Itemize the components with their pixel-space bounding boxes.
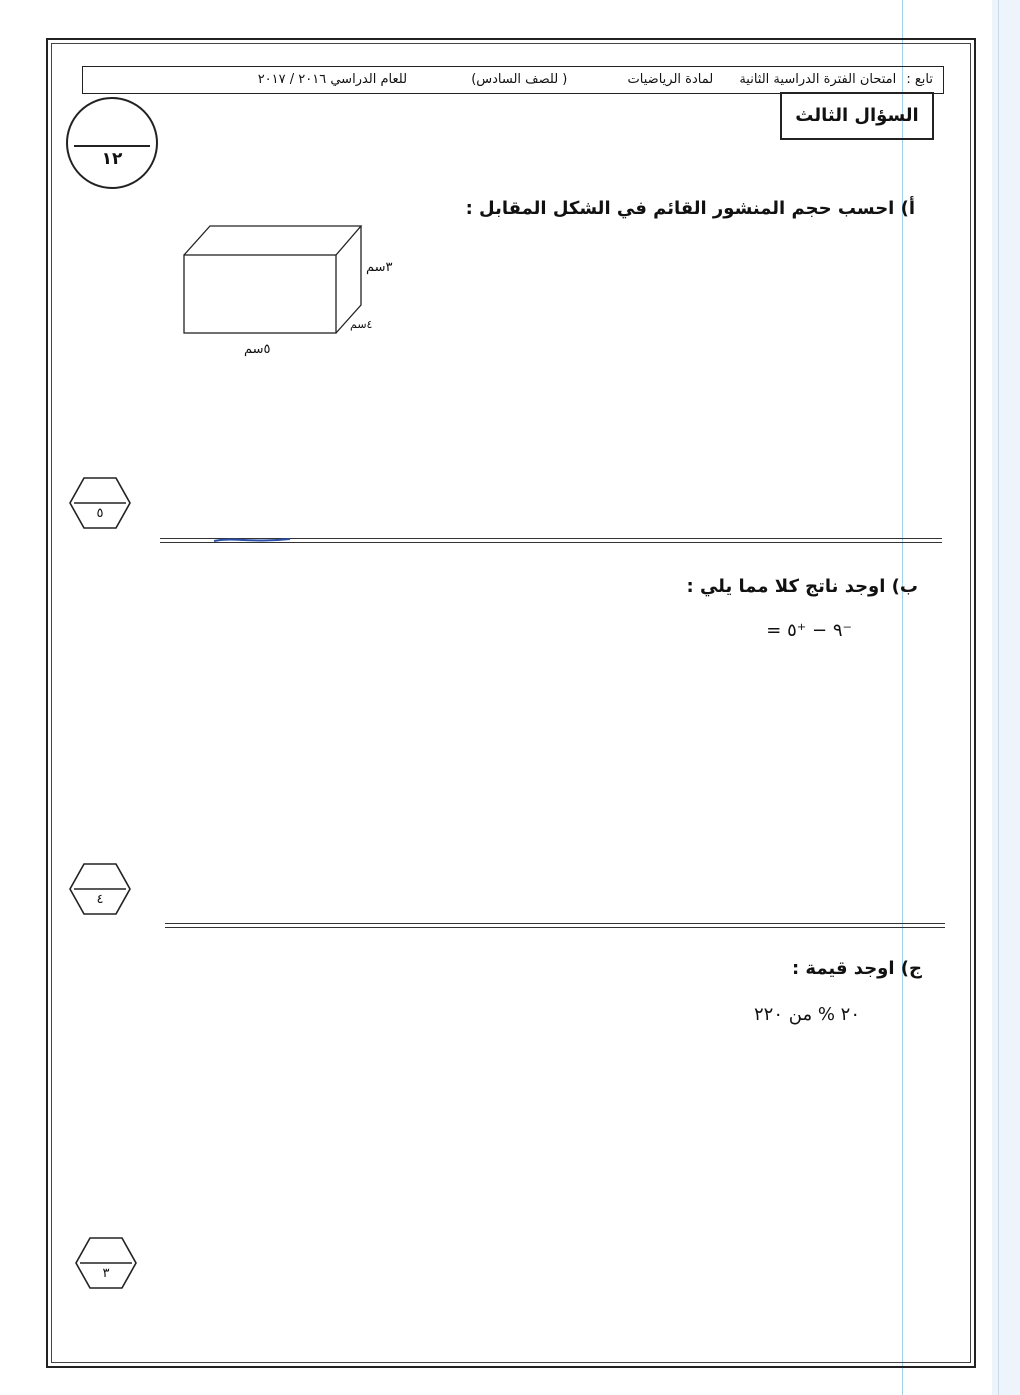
part-a-score: ٥ bbox=[96, 506, 104, 521]
header-follow: تابع : bbox=[906, 72, 933, 87]
exam-header bbox=[82, 66, 944, 94]
total-score: ١٢ bbox=[101, 149, 123, 169]
question-title: السؤال الثالث bbox=[780, 92, 934, 140]
part-c-score-hexagon bbox=[74, 1236, 138, 1290]
section-separator bbox=[165, 922, 945, 930]
width-label: ٥سم bbox=[244, 342, 271, 357]
header-exam: امتحان الفترة الدراسية الثانية bbox=[739, 72, 897, 87]
part-b-score-hexagon bbox=[68, 862, 132, 916]
hexagon-icon bbox=[68, 862, 132, 916]
header-year: للعام الدراسي ٢٠١٦ / ٢٠١٧ bbox=[257, 72, 408, 87]
part-c-question: ج) اوجد قيمة : bbox=[791, 958, 922, 979]
prism-top-face bbox=[184, 226, 361, 255]
depth-label: ٤سم bbox=[350, 318, 373, 331]
header-grade: ( للصف السادس) bbox=[471, 72, 568, 87]
prism-figure bbox=[178, 220, 418, 370]
part-c-expression: ٢٠ % من ٢٢٠ bbox=[754, 1004, 860, 1025]
part-b-expression: ⁻٩ − ⁺٥ = bbox=[766, 620, 852, 641]
part-a-question: أ) احسب حجم المنشور القائم في الشكل المقابل : bbox=[465, 198, 915, 219]
height-label: ٣سم bbox=[366, 260, 393, 275]
scan-line bbox=[998, 0, 999, 1395]
part-b-score: ٤ bbox=[96, 892, 104, 907]
header-subject: لمادة الرياضيات bbox=[627, 72, 714, 87]
part-a-score-hexagon bbox=[68, 476, 132, 530]
prism-side-face bbox=[336, 226, 361, 333]
part-b-question: ب) اوجد ناتج كلا مما يلي : bbox=[686, 576, 918, 597]
score-divider bbox=[74, 145, 150, 147]
pen-mark bbox=[212, 536, 292, 544]
part-c-score: ٣ bbox=[102, 1266, 110, 1281]
prism-front-face bbox=[184, 255, 336, 333]
hexagon-icon bbox=[68, 476, 132, 530]
scan-edge bbox=[992, 0, 1020, 1395]
total-score-circle bbox=[66, 97, 158, 189]
hexagon-icon bbox=[74, 1236, 138, 1290]
